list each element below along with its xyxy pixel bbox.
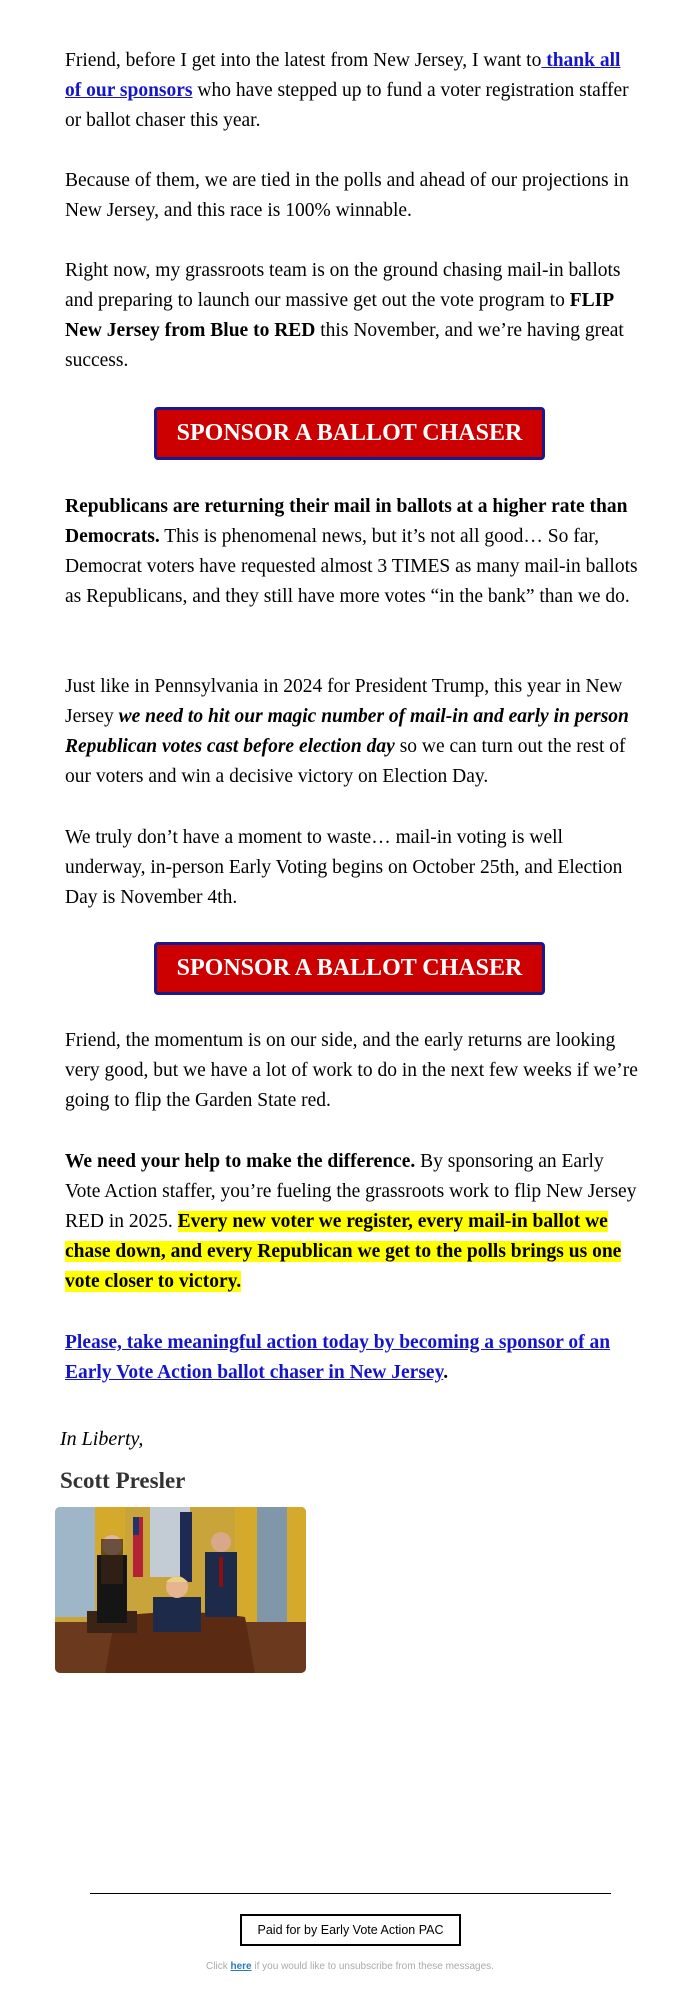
paragraph-momentum: Friend, the momentum is on our side, and the early returns are looking very good, but we have a lot of work to do in the next few weeks if we’re going to flip the Garden State red.: [65, 1030, 638, 1111]
sponsor-ballot-chaser-button-2[interactable]: SPONSOR A BALLOT CHASER: [154, 942, 545, 995]
text: Just like in Pennsylvania in 2024 for President Trump, this year in New Jersey: [65, 676, 623, 727]
unsubscribe-line: [0, 1961, 700, 1972]
text: Click: [206, 1961, 231, 1972]
footer-divider: [90, 1893, 611, 1894]
sponsor-ballot-chaser-button[interactable]: SPONSOR A BALLOT CHASER: [154, 407, 545, 460]
bold-text: Republicans are returning their mail in ballots at a higher rate than Democrats.: [65, 496, 628, 547]
paragraph-polls: Because of them, we are tied in the polls and ahead of our projections in New Jersey, and this race is 100% winnable.: [65, 170, 629, 221]
paid-for-disclaimer: Paid for by Early Vote Action PAC: [240, 1914, 461, 1946]
text: Right now, my grassroots team is on the ground chasing mail-in ballots and preparing to launch our massive get out the vote program to: [65, 260, 621, 311]
bold-italic-text: we need to hit our magic number of mail-in and early in person Republican votes cast before election day: [65, 706, 629, 757]
thank-sponsors-link[interactable]: thank all of our sponsors: [65, 50, 621, 101]
paragraph-cta: [65, 1328, 640, 1388]
text: if you would like to unsubscribe from these messages.: [251, 1961, 494, 1972]
signature-closing: In Liberty,: [60, 1428, 144, 1450]
paragraph-grassroots: [65, 256, 640, 376]
text: By sponsoring an Early Vote Action staffer, you’re fueling the grassroots work to flip New Jersey RED in 2025.: [65, 1151, 637, 1232]
paragraph-intro: [65, 46, 640, 136]
oval-office-photo: [55, 1507, 306, 1673]
bold-text: FLIP New Jersey from Blue to RED: [65, 290, 614, 341]
paragraph-help: [65, 1147, 640, 1297]
text: who have stepped up to fund a voter registration staffer or ballot chaser this year.: [65, 80, 629, 131]
paragraph-magic-number: [65, 672, 640, 792]
text: so we can turn out the rest of our voters and win a decisive victory on Election Day.: [65, 736, 626, 787]
text: Friend, before I get into the latest from New Jersey, I want to: [65, 50, 542, 71]
paragraph-dates: We truly don’t have a moment to waste… mail-in voting is well underway, in-person Early Voting begins on October 25th, and Election Day is November 4th.: [65, 827, 623, 908]
text: .: [443, 1362, 449, 1383]
text: This is phenomenal news, but it’s not all good… So far, Democrat voters have requested almost 3 TIMES as many mail-in ballots as Republicans, and they still have more votes “in the bank” than we do.: [65, 526, 638, 607]
paragraph-republicans-returning: [65, 492, 640, 612]
unsubscribe-link[interactable]: here: [230, 1961, 252, 1972]
bold-text: We need your help to make the difference.: [65, 1151, 416, 1172]
text: this November, and we’re having great success.: [65, 320, 624, 371]
highlighted-text: Every new voter we register, every mail-in ballot we chase down, and every Republican we get to the polls brings us one vote closer to victory.: [65, 1211, 622, 1292]
signature-name: Scott Presler: [60, 1468, 186, 1493]
become-sponsor-link[interactable]: Please, take meaningful action today by becoming a sponsor of an Early Vote Action ballot chaser in New Jersey: [65, 1332, 611, 1383]
